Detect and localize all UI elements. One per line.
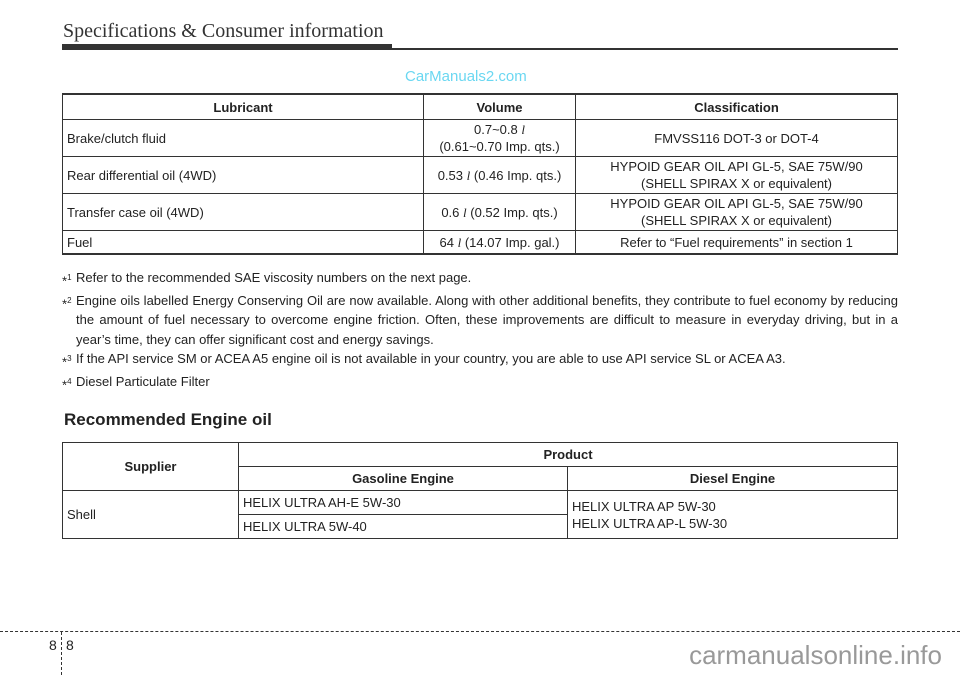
page-number: 8 [66,637,74,653]
lubricant-cell: Transfer case oil (4WD) [63,194,424,231]
gasoline-cell: HELIX ULTRA AH-E 5W-30 [239,491,568,515]
classification-cell: FMVSS116 DOT-3 or DOT-4 [576,120,898,157]
column-header: Product [239,443,898,467]
classification-cell [576,157,898,194]
footnote-mark: * [62,377,68,393]
header-bar [62,44,392,50]
table-row [63,120,898,157]
volume-cell [424,157,576,194]
footnote [62,372,898,395]
footnote-number: 1 [67,273,72,282]
column-header: Classification [576,94,898,120]
table-row [63,157,898,194]
volume-imperial: (0.61~0.70 Imp. qts.) [439,139,560,154]
header-rule [392,48,898,50]
site-watermark: carmanualsonline.info [689,640,942,670]
volume-cell [424,120,576,157]
footnote-text: If the API service SM or ACEA A5 engine oil is not available in your country, you are able to use API service SL or ACEA A3. [76,351,786,367]
classification-line: (SHELL SPIRAX X or equivalent) [641,213,832,228]
diesel-product: HELIX ULTRA AP 5W-30 [572,498,716,514]
classification-cell [576,194,898,231]
classification-cell: Refer to “Fuel requirements” in section 1 [576,231,898,255]
classification-line: (SHELL SPIRAX X or equivalent) [641,176,832,191]
column-header: Supplier [63,443,239,491]
diesel-cell [568,491,898,539]
unit: l [457,234,462,250]
footnote-number: 2 [67,295,72,305]
lubricant-cell: Rear differential oil (4WD) [63,157,424,194]
footnote [62,268,898,291]
volume-value: 64 [439,234,454,250]
unit: l [463,204,467,220]
column-header: Gasoline Engine [239,467,568,491]
footnotes [62,268,898,395]
footnote-mark: * [62,296,68,312]
footnote-mark: * [62,273,68,289]
section-heading: Recommended Engine oil [64,410,272,429]
footer-rule [0,631,960,632]
footnote [62,349,898,372]
gasoline-cell: HELIX ULTRA 5W-40 [239,515,568,539]
volume-cell [424,194,576,231]
unit: l [521,122,525,137]
supplier-cell: Shell [63,491,239,539]
volume-cell [424,231,576,255]
volume-value: 0.7~0.8 [474,122,518,137]
unit: l [466,167,471,183]
footnote-text: Engine oils labelled Energy Conserving Oil are now available. Along with other additional benefits, they contribute to fuel economy by reducing the amount of fuel necessary to overcome engine friction. Often, these improvements are difficult to measure in everyday driving, but in a year’s time, they can offer significant cost and energy savings. [76,292,898,347]
footnote-text: Diesel Particulate Filter [76,374,210,390]
volume-imperial: (0.52 Imp. qts.) [470,204,558,220]
page-header-title: Specifications & Consumer information [63,20,384,42]
table-row [63,491,898,515]
footnote-mark: * [62,354,68,370]
column-header: Diesel Engine [568,467,898,491]
column-header: Lubricant [63,94,424,120]
lubricant-cell: Fuel [63,231,424,255]
engine-oil-table [62,442,898,539]
table-row [63,194,898,231]
column-header: Volume [424,94,576,120]
footnote [62,291,898,350]
diesel-product: HELIX ULTRA AP-L 5W-30 [572,515,728,531]
section-number: 8 [49,637,57,653]
footnote-number: 3 [67,354,72,364]
classification-line: HYPOID GEAR OIL API GL-5, SAE 75W/90 [610,159,863,174]
page-divider [61,632,62,675]
volume-imperial: (14.07 Imp. gal.) [464,234,560,250]
footnote-text: Refer to the recommended SAE viscosity numbers on the next page. [76,270,472,285]
lubricant-cell: Brake/clutch fluid [63,120,424,157]
volume-value: 0.6 [441,204,460,220]
watermark: CarManuals2.com [405,68,527,85]
footnote-number: 4 [67,377,72,387]
lubricant-table [62,93,898,255]
volume-value: 0.53 [437,167,463,183]
classification-line: HYPOID GEAR OIL API GL-5, SAE 75W/90 [610,196,863,211]
table-row [63,231,898,255]
volume-imperial: (0.46 Imp. qts.) [473,167,562,183]
